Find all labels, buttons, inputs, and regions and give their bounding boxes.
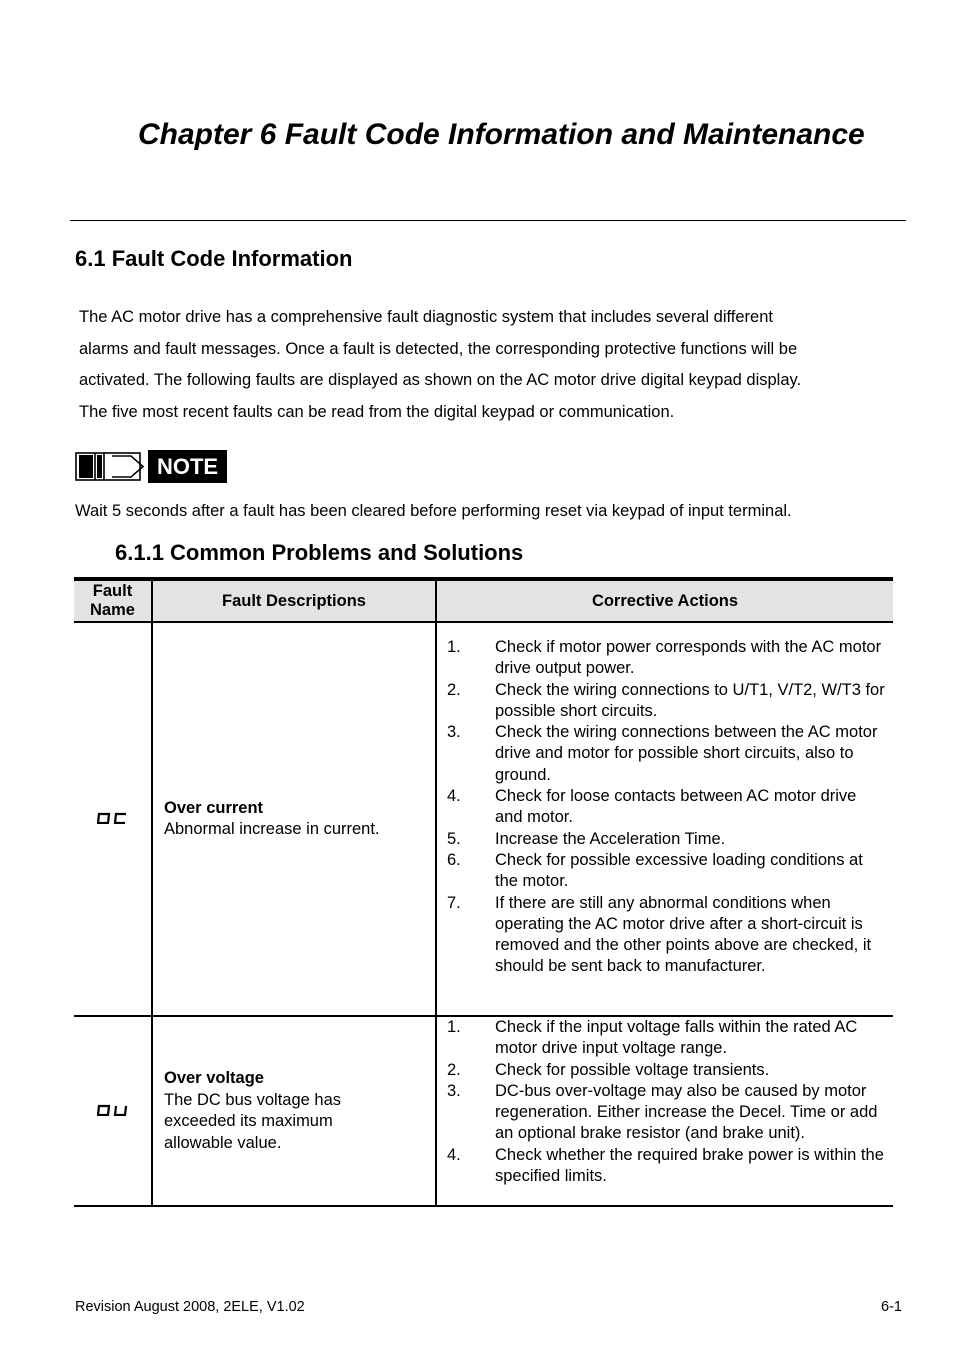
action-item: 5. Increase the Acceleration Time.	[447, 829, 726, 848]
action-item: 1. Check if motor power corresponds with the AC motor drive output power.	[447, 638, 882, 678]
chapter-title: Chapter 6 Fault Code Information and Maintenance	[138, 118, 865, 151]
header-fault-name: Fault Name	[74, 579, 152, 622]
fault-description-text: The DC bus voltage has exceeded its maximum allowable value.	[164, 1090, 342, 1152]
intro-line: activated. The following faults are displayed as shown on the AC motor drive digital keypad display.	[79, 371, 802, 389]
note-label: NOTE	[156, 454, 219, 479]
subsection-title: 6.1.1 Common Problems and Solutions	[115, 540, 524, 565]
corrective-actions	[436, 622, 893, 1016]
action-item: 2. Check for possible voltage transients.	[447, 1060, 770, 1079]
fault-description	[152, 1016, 436, 1206]
action-item: 6. Check for possible excessive loading conditions at the motor.	[447, 850, 863, 891]
note-icon	[75, 450, 227, 483]
fault-code-ou	[74, 1016, 152, 1206]
action-item: 4. Check for loose contacts between AC motor drive and motor.	[447, 787, 857, 827]
intro-line: alarms and fault messages. Once a fault is detected, the corresponding protective functions will be	[79, 339, 798, 358]
intro-line: The five most recent faults can be read from the digital keypad or communication.	[79, 402, 675, 421]
footer-revision: Revision August 2008, 2ELE, V1.02	[75, 1299, 305, 1315]
action-item: 7. If there are still any abnormal conditions when operating the AC motor drive after a short-circuit is removed and the other points above are checked, it should be sent back to manufacturer.	[447, 893, 872, 976]
section-title: 6.1 Fault Code Information	[75, 246, 353, 271]
table-row	[74, 1016, 893, 1206]
table-row	[74, 622, 893, 1016]
header-fault-descriptions: Fault Descriptions	[152, 579, 436, 622]
header-corrective-actions: Corrective Actions	[436, 579, 893, 622]
action-item: 4. Check whether the required brake power is within the specified limits.	[447, 1145, 884, 1186]
note-text: Wait 5 seconds after a fault has been cleared before performing reset via keypad of input terminal.	[75, 502, 792, 520]
seven-segment-ou-icon	[97, 1102, 129, 1116]
intro-line: The AC motor drive has a comprehensive fault diagnostic system that includes several different	[79, 308, 773, 326]
footer-page-number: 6-1	[881, 1299, 902, 1315]
action-item: 1. Check if the input voltage falls within the rated AC motor drive input voltage range.	[447, 1018, 858, 1058]
divider	[70, 220, 906, 221]
fault-description	[152, 622, 436, 1016]
fault-title: Over voltage	[164, 1069, 264, 1087]
action-item: 3. Check the wiring connections between the AC motor drive and motor for possible short circuits, also to ground.	[447, 723, 878, 784]
action-item: 3. DC-bus over-voltage may also be caused by motor regeneration. Either increase the Decel. Time or add an optional brake resistor (and brake unit).	[447, 1081, 878, 1143]
table-header-row	[74, 579, 893, 622]
action-item: 2. Check the wiring connections to U/T1, V/T2, W/T3 for possible short circuits.	[447, 680, 885, 720]
seven-segment-oc-icon	[97, 810, 129, 824]
fault-description-text: Abnormal increase in current.	[164, 820, 380, 838]
fault-title: Over current	[164, 798, 264, 817]
fault-code-oc	[74, 622, 152, 1016]
intro-paragraph	[79, 302, 899, 428]
corrective-actions	[436, 1016, 893, 1206]
fault-table	[74, 577, 893, 1207]
